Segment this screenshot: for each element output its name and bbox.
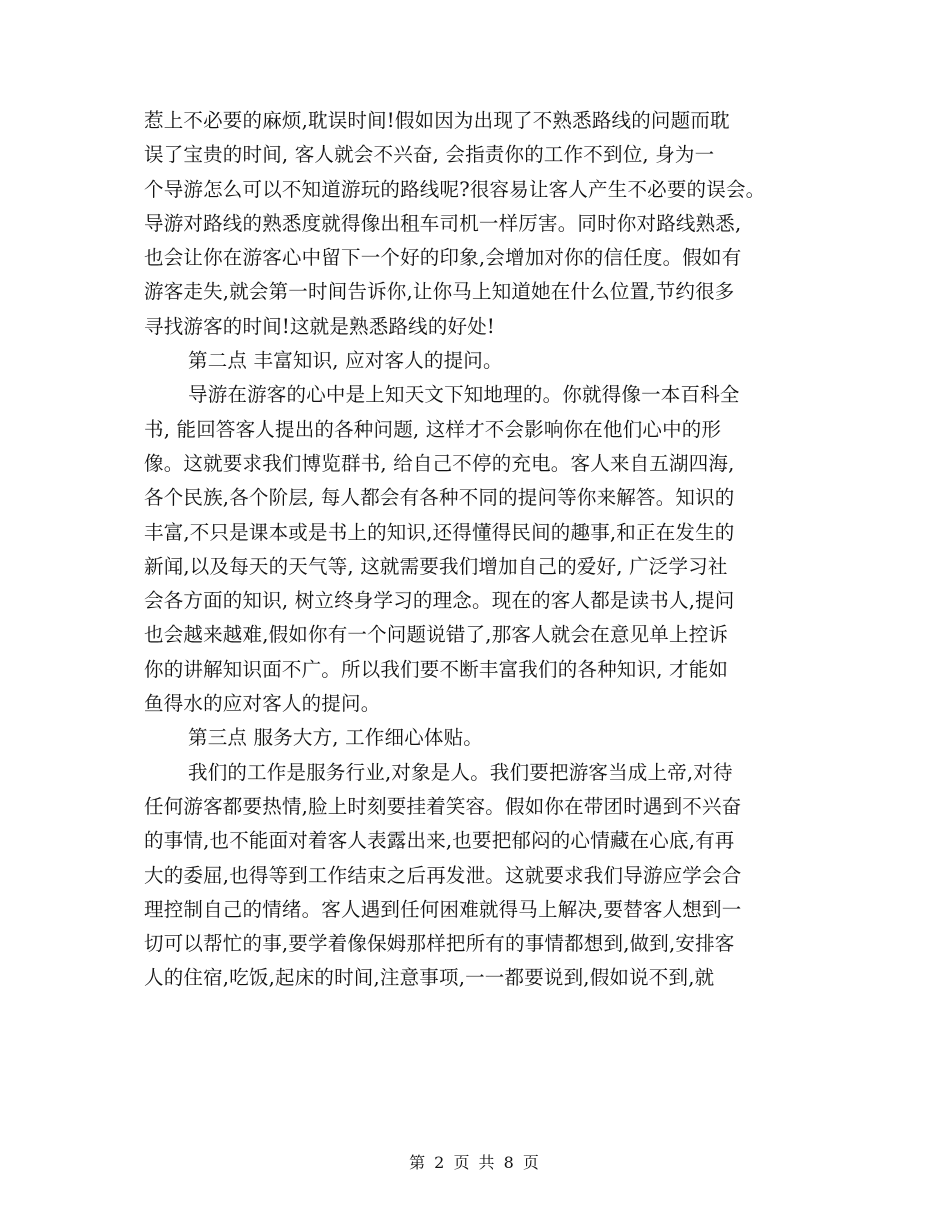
text-line: 切可以帮忙的事,要学着像保姆那样把所有的事情都想到,做到,安排客	[144, 932, 735, 956]
text-line: 新闻,以及每天的天气等, 这就需要我们增加自己的爱好, 广泛学习社	[144, 554, 728, 578]
text-line: 个导游怎么可以不知道游玩的路线呢?很容易让客人产生不必要的误会。	[144, 177, 766, 201]
section-heading: 第二点 丰富知识, 应对客人的提问。	[188, 349, 503, 373]
text-line: 理控制自己的情绪。客人遇到任何困难就得马上解决,要替客人想到一	[144, 897, 742, 921]
paragraph-first-line: 导游在游客的心中是上知天文下知地理的。你就得像一本百科全	[188, 383, 740, 407]
text-line: 任何游客都要热情,脸上时刻要挂着笑容。假如你在带团时遇到不兴奋	[144, 794, 742, 818]
text-line: 书, 能回答客人提出的各种问题, 这样才不会影响你在他们心中的形	[144, 417, 722, 441]
text-line: 的事情,也不能面对着客人表露出来,也要把郁闷的心情藏在心底,有再	[144, 829, 735, 853]
text-line: 惹上不必要的麻烦,耽误时间!假如因为出现了不熟悉路线的问题而耽	[144, 109, 730, 132]
text-line: 各个民族,各个阶层, 每人都会有各种不同的提问等你来解答。知识的	[144, 486, 735, 510]
text-line: 游客走失,就会第一时间告诉你,让你马上知道她在什么位置,节约很多	[144, 280, 735, 304]
text-line: 人的住宿,吃饭,起床的时间,注意事项,一一都要说到,假如说不到,就	[144, 966, 715, 990]
text-line: 误了宝贵的时间, 客人就会不兴奋, 会指责你的工作不到位, 身为一	[144, 143, 715, 167]
paragraph-first-line: 我们的工作是服务行业,对象是人。我们要把游客当成上帝,对待	[188, 760, 733, 784]
page-number-footer: 第 2 页 共 8 页	[409, 1153, 541, 1172]
text-line: 你的讲解知识面不广。所以我们要不断丰富我们的各种知识, 才能如	[144, 657, 729, 681]
text-line: 也会越来越难,假如你有一个问题说错了,那客人就会在意见单上控诉	[144, 623, 729, 647]
text-line: 寻找游客的时间!这就是熟悉路线的好处!	[144, 314, 495, 338]
body-text	[144, 104, 824, 996]
text-line: 导游对路线的熟悉度就得像出租车司机一样厉害。同时你对路线熟悉,	[144, 211, 742, 235]
text-line: 也会让你在游客心中留下一个好的印象,会增加对你的信任度。假如有	[144, 246, 742, 270]
text-line: 像。这就要求我们博览群书, 给自己不停的充电。客人来自五湖四海,	[144, 451, 735, 475]
text-line: 会各方面的知识, 树立终身学习的理念。现在的客人都是读书人,提问	[144, 589, 735, 613]
section-heading: 第三点 服务大方, 工作细心体贴。	[188, 726, 483, 750]
text-line: 大的委屈,也得等到工作结束之后再发泄。这就要求我们导游应学会合	[144, 863, 742, 887]
text-line: 丰富,不只是课本或是书上的知识,还得懂得民间的趣事,和正在发生的	[144, 520, 735, 544]
text-line: 鱼得水的应对客人的提问。	[144, 692, 381, 716]
